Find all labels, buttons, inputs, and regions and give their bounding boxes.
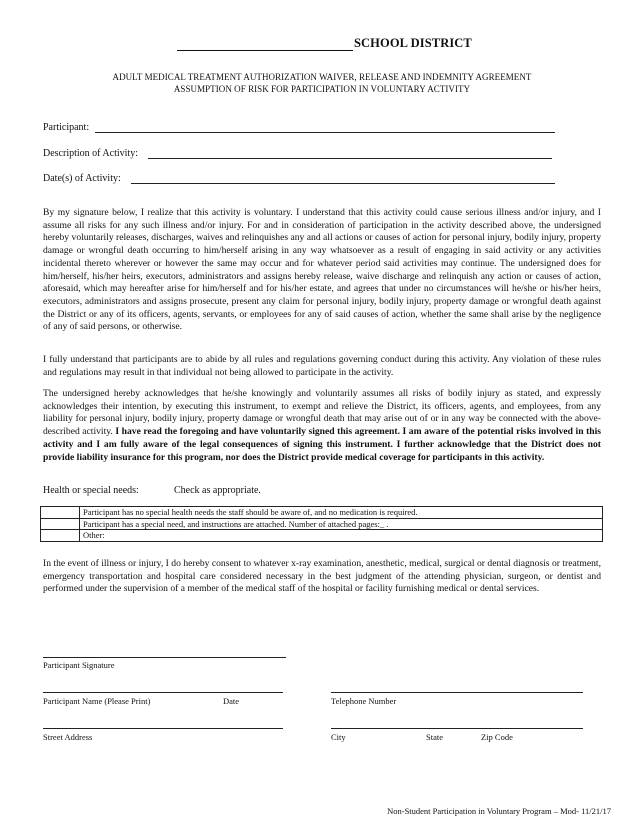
waiver-paragraph: By my signature below, I realize that this activity is voluntary. I understand that this activity could cause serious illness and/or injury, and I assume all risks for any such illness and/or injury. For and in consideration of participation in the activity described above, the undersigned hereby voluntarily releases, discharges, waives and relinquishes any and all actions or causes of action for personal injury, bodily injury, property damage or wrongful death occurring to him/herself arising in any way whatsoever as a result of engaging in said activity or any activities incidental thereto wherever or however the same may occur and for whatever period said activities may continue. The undersigned does for him/herself, his/her heirs, executors, administrators and assigns hereby release, waive discharge and relinquish any action or causes of action, aforesaid, which may hereafter arise for him/herself and for his/her estate, and agrees that under no circumstances will he/she or his/her heirs, executors, administrators and assigns prosecute, present any claim for personal injury, bodily injury, property damage or wrongful death against the District or any of its officers, agents, servants, or employees for any of said causes of action, whether the same shall arise by the negligence of any of said persons, or otherwise. bbox=[43, 207, 601, 333]
description-field[interactable] bbox=[148, 158, 552, 159]
state-label: State bbox=[426, 732, 443, 742]
health-instruction: Check as appropriate. bbox=[174, 485, 261, 496]
participant-signature-field[interactable] bbox=[43, 657, 286, 658]
other-checkbox[interactable] bbox=[41, 530, 80, 542]
no-needs-checkbox[interactable] bbox=[41, 507, 80, 519]
form-subtitle-2: ASSUMPTION OF RISK FOR PARTICIPATION IN VOLUNTARY ACTIVITY bbox=[173, 84, 471, 94]
zip-code-label: Zip Code bbox=[481, 732, 513, 742]
special-need-checkbox[interactable] bbox=[41, 518, 80, 530]
description-label: Description of Activity: bbox=[43, 148, 138, 159]
acknowledgement-paragraph bbox=[43, 388, 601, 464]
table-row bbox=[41, 507, 603, 519]
check-option-label: Participant has no special health needs the staff should be aware of, and no medication is required. bbox=[80, 507, 603, 519]
participant-field[interactable] bbox=[95, 132, 555, 133]
page-title: SCHOOL DISTRICT bbox=[354, 36, 472, 50]
acknowledgement-text: The undersigned hereby acknowledges that he/she knowingly and voluntarily assumes all risks of bodily injury as stated, and expressly acknowledges their intention, by executing this instrument, to exempt and relieve the District, its officers, agents, and employees, from any liability for personal injury, bodily injury, property damage or wrongful death that may arise out of or in any way be connected with the above-described activity. bbox=[43, 388, 601, 438]
check-option-label: Other: bbox=[80, 530, 603, 542]
city-state-zip-field[interactable] bbox=[331, 728, 583, 729]
acknowledgement-bold-text: I have read the foregoing and have voluntarily signed this agreement. I am aware of the potential risks involved in this activity and I am fully aware of the legal consequences of signing this instrument. I further acknowledge that the District does not provide liability insurance for this program, nor does the District provide medical coverage for participants in this activity. bbox=[43, 426, 601, 463]
city-label: City bbox=[331, 732, 346, 742]
district-name-blank[interactable] bbox=[177, 50, 353, 51]
participant-name-label: Participant Name (Please Print) bbox=[43, 696, 151, 706]
participant-label: Participant: bbox=[43, 122, 90, 133]
consent-paragraph: In the event of illness or injury, I do hereby consent to whatever x-ray examination, anesthetic, medical, surgical or dental diagnosis or treatment, emergency transportation and hospital care considered necessary in the best judgment of the attending physician, surgeon, or dentist and performed under the supervision of a member of the medical staff of the hospital or facility furnishing medical or dental services. bbox=[43, 558, 601, 595]
street-address-label: Street Address bbox=[43, 732, 93, 742]
participant-name-field[interactable] bbox=[43, 692, 283, 693]
health-needs-table bbox=[40, 506, 603, 542]
telephone-label: Telephone Number bbox=[331, 696, 397, 706]
check-option-label: Participant has a special need, and instructions are attached. Number of attached pages:_ . bbox=[80, 518, 603, 530]
table-row bbox=[41, 518, 603, 530]
date-label: Date bbox=[223, 696, 240, 706]
dates-field[interactable] bbox=[131, 183, 555, 184]
rules-paragraph: I fully understand that participants are to abide by all rules and regulations governing conduct during this activity. Any violation of these rules and regulations may result in that individual not being allowed to participate in the activity. bbox=[43, 354, 601, 378]
telephone-field[interactable] bbox=[331, 692, 583, 693]
dates-label: Date(s) of Activity: bbox=[43, 173, 121, 184]
form-subtitle-1: ADULT MEDICAL TREATMENT AUTHORIZATION WAIVER, RELEASE AND INDEMNITY AGREEMENT bbox=[112, 72, 532, 82]
form-footer: Non-Student Participation in Voluntary Program – Mod- 11/21/17 bbox=[387, 806, 611, 816]
health-label: Health or special needs: bbox=[43, 485, 139, 496]
street-address-field[interactable] bbox=[43, 728, 283, 729]
table-row bbox=[41, 530, 603, 542]
participant-signature-label: Participant Signature bbox=[43, 660, 115, 670]
